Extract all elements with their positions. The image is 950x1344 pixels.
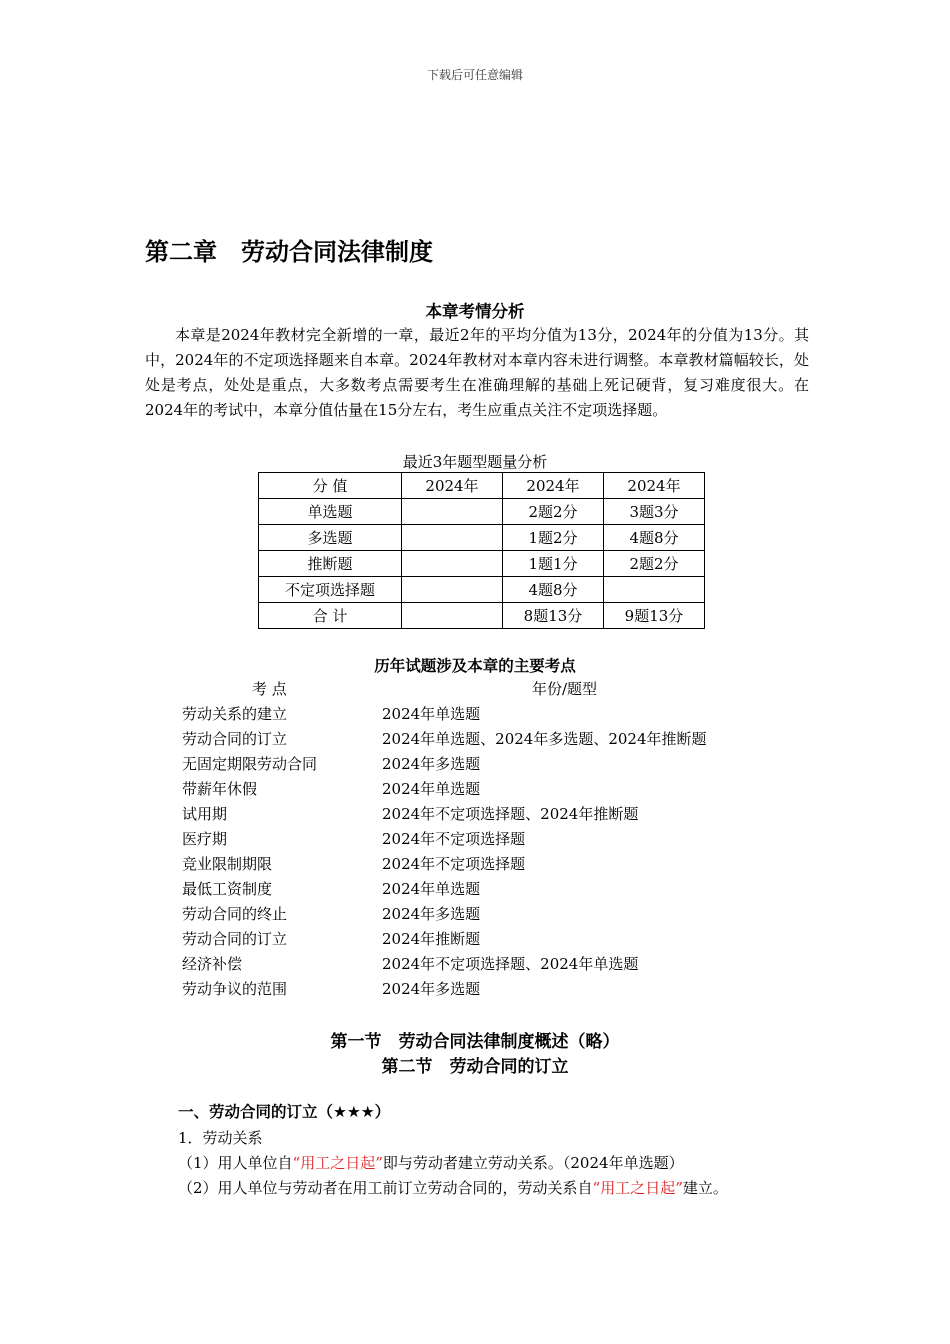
key-point-topic: 劳动合同的终止 — [182, 905, 288, 923]
body-line-2 — [178, 1177, 728, 1198]
table-row — [259, 525, 705, 551]
key-points-topic-column-header: 考 点 — [252, 680, 287, 698]
key-point-years: 2024年单选题 — [382, 880, 481, 898]
key-point-years: 2024年单选题、2024年多选题、2024年推断题 — [382, 730, 707, 748]
table-cell: 1题1分 — [503, 551, 604, 577]
body-text: 建立。 — [682, 1179, 728, 1197]
table-cell — [402, 525, 503, 551]
table-row — [259, 551, 705, 577]
table-cell: 2题2分 — [503, 499, 604, 525]
table-cell: 9题13分 — [604, 603, 705, 629]
table-cell: 1题2分 — [503, 525, 604, 551]
key-point-topic: 劳动合同的订立 — [182, 930, 288, 948]
stats-table — [258, 472, 705, 629]
table-cell: 单选题 — [259, 499, 402, 525]
table-cell — [402, 499, 503, 525]
table-cell — [402, 551, 503, 577]
list-item — [182, 702, 707, 727]
list-item — [182, 852, 707, 877]
body-text: （2）用人单位与劳动者在用工前订立劳动合同的，劳动关系自 — [178, 1179, 593, 1197]
table-cell: 8题13分 — [503, 603, 604, 629]
body-line-1 — [178, 1152, 684, 1173]
list-item — [182, 927, 707, 952]
key-point-years: 2024年推断题 — [382, 930, 481, 948]
table-header-row — [259, 473, 705, 499]
list-item — [182, 727, 707, 752]
table-row — [259, 577, 705, 603]
item-1-heading: 1．劳动关系 — [178, 1129, 263, 1147]
key-point-topic: 劳动争议的范围 — [182, 980, 288, 998]
table-header-cell: 分 值 — [259, 473, 402, 499]
list-item — [182, 777, 707, 802]
key-point-topic: 经济补偿 — [182, 955, 243, 973]
key-point-years: 2024年多选题 — [382, 755, 481, 773]
table-cell — [604, 577, 705, 603]
table-row — [259, 499, 705, 525]
chapter-title: 第二章 劳动合同法律制度 — [145, 238, 433, 266]
table-cell: 3题3分 — [604, 499, 705, 525]
key-point-topic: 劳动合同的订立 — [182, 730, 288, 748]
key-points-year-column-header: 年份/题型 — [532, 680, 598, 698]
key-point-topic: 最低工资制度 — [182, 880, 273, 898]
part-1-heading: 一、劳动合同的订立（★★★） — [178, 1103, 391, 1121]
highlight-text: “用工之日起” — [292, 1154, 383, 1172]
table-cell — [402, 603, 503, 629]
table-cell — [402, 577, 503, 603]
list-item — [182, 902, 707, 927]
stats-table-caption: 最近3年题型题量分析 — [402, 453, 548, 471]
table-cell: 多选题 — [259, 525, 402, 551]
list-item — [182, 827, 707, 852]
key-point-years: 2024年不定项选择题 — [382, 855, 526, 873]
key-point-years: 2024年多选题 — [382, 905, 481, 923]
list-item — [182, 752, 707, 777]
key-point-years: 2024年单选题 — [382, 780, 481, 798]
list-item — [182, 802, 707, 827]
key-point-topic: 竞业限制期限 — [182, 855, 273, 873]
key-point-years: 2024年多选题 — [382, 980, 481, 998]
table-cell: 合 计 — [259, 603, 402, 629]
body-text: 即与劳动者建立劳动关系。（2024年单选题） — [382, 1154, 684, 1172]
table-cell: 4题8分 — [503, 577, 604, 603]
key-point-topic: 带薪年休假 — [182, 780, 258, 798]
key-point-topic: 劳动关系的建立 — [182, 705, 288, 723]
key-point-years: 2024年单选题 — [382, 705, 481, 723]
section-1-title: 第一节 劳动合同法律制度概述（略） — [330, 1032, 620, 1052]
key-point-years: 2024年不定项选择题、2024年单选题 — [382, 955, 639, 973]
key-point-years: 2024年不定项选择题 — [382, 830, 526, 848]
table-header-cell: 2024年 — [604, 473, 705, 499]
key-point-years: 2024年不定项选择题、2024年推断题 — [382, 805, 639, 823]
key-point-topic: 试用期 — [182, 805, 228, 823]
list-item — [182, 877, 707, 902]
section-2-title: 第二节 劳动合同的订立 — [381, 1057, 569, 1077]
key-points-list — [182, 702, 707, 1002]
table-cell: 不定项选择题 — [259, 577, 402, 603]
highlight-text: “用工之日起” — [592, 1179, 683, 1197]
table-header-cell: 2024年 — [402, 473, 503, 499]
page-header-note: 下载后可任意编辑 — [426, 68, 523, 82]
list-item — [182, 977, 707, 1002]
table-cell: 推断题 — [259, 551, 402, 577]
table-cell: 4题8分 — [604, 525, 705, 551]
table-row — [259, 603, 705, 629]
analysis-intro-paragraph: 本章是2024年教材完全新增的一章，最近2年的平均分值为13分，2024年的分值为13分。其中，2024年的不定项选择题来自本章。2024年教材对本章内容未进行调整。本章教材篇幅较长，处处是考点，处处是重点，大多数考点需要考生在准确理解的基础上死记硬背，复习难度很大。在2024年的考试中，本章分值估量在15分左右，考生应重点关注不定项选择题。 — [145, 326, 809, 419]
key-point-topic: 无固定期限劳动合同 — [182, 755, 318, 773]
table-header-cell: 2024年 — [503, 473, 604, 499]
key-points-heading: 历年试题涉及本章的主要考点 — [374, 657, 576, 675]
body-text: （1）用人单位自 — [178, 1154, 293, 1172]
table-cell: 2题2分 — [604, 551, 705, 577]
key-point-topic: 医疗期 — [182, 830, 228, 848]
analysis-heading: 本章考情分析 — [425, 302, 525, 321]
list-item — [182, 952, 707, 977]
